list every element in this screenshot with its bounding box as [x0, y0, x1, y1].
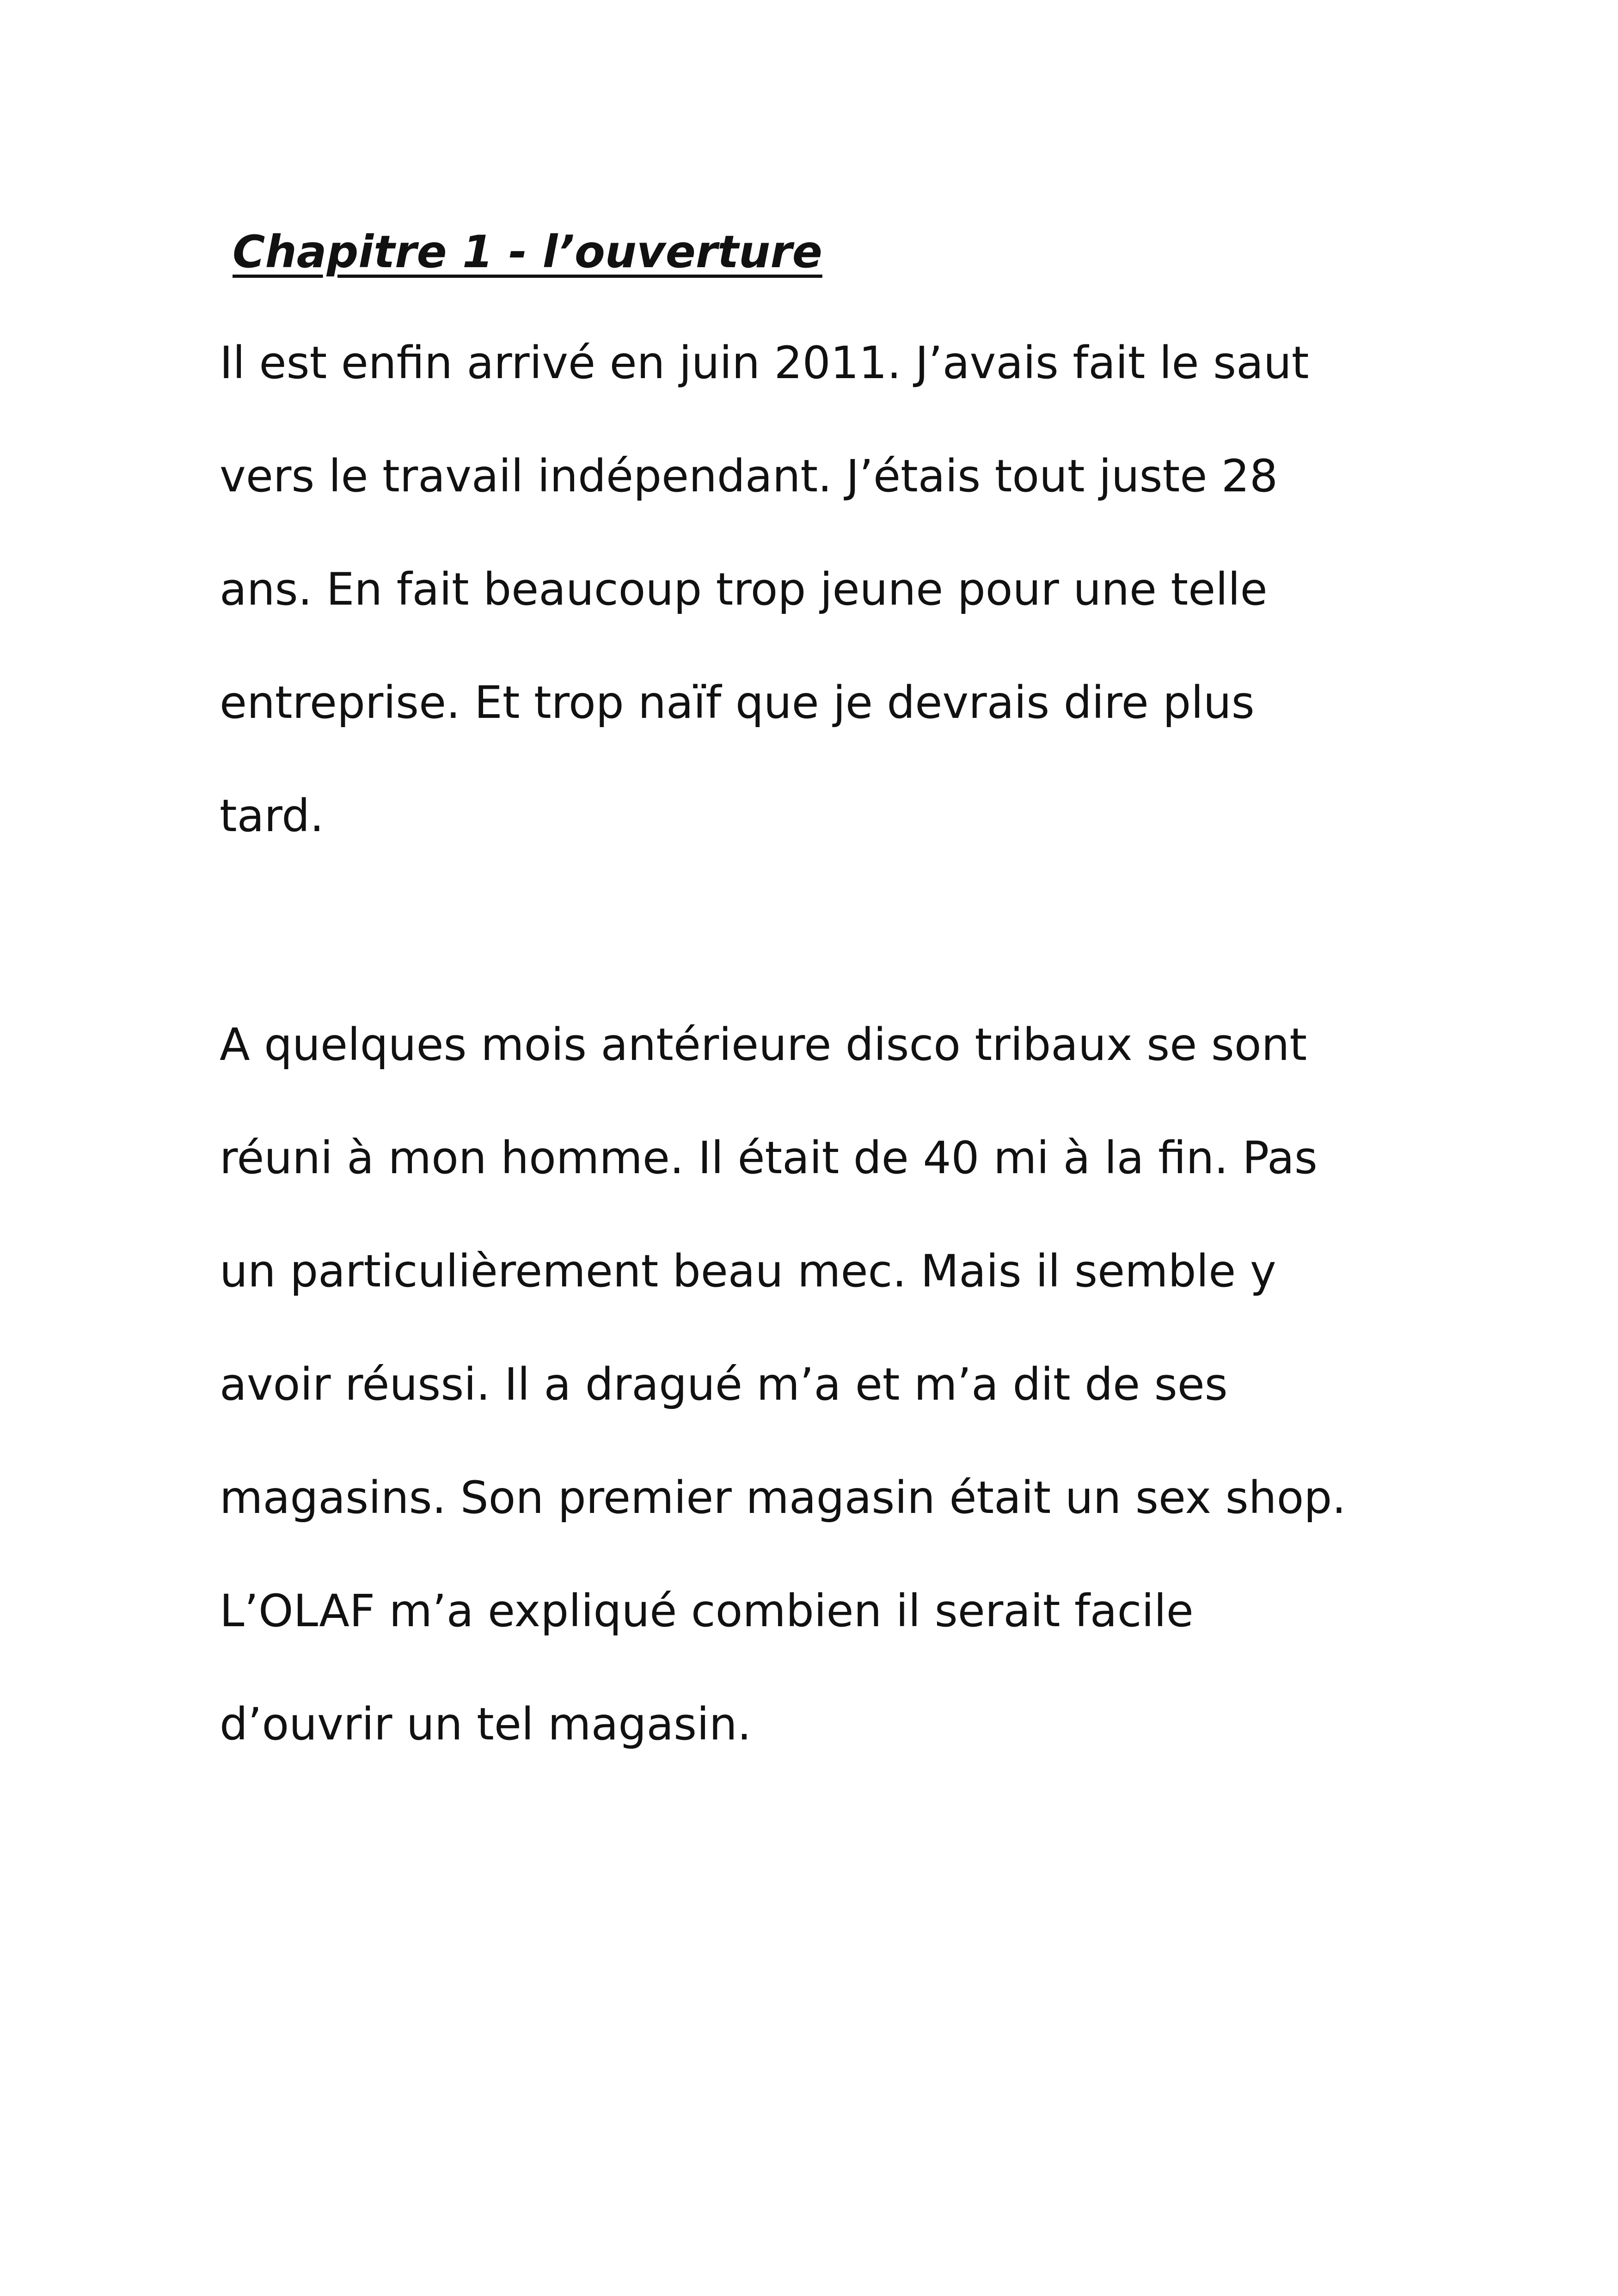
- paragraph-2: [220, 1010, 1346, 1803]
- paragraph-line: L’OLAF m’a expliqué combien il serait facile: [220, 1585, 1194, 1637]
- paragraph-line: réuni à mon homme. Il était de 40 mi à la fin. Pas: [220, 1132, 1318, 1184]
- paragraph-line: un particulièrement beau mec. Mais il semble y: [220, 1245, 1276, 1297]
- paragraph-line: avoir réussi. Il a dragué m’a et m’a dit de ses: [220, 1359, 1228, 1410]
- paragraph-line: Il est enfin arrivé en juin 2011. J’avais fait le saut: [220, 337, 1309, 389]
- paragraph-1: [220, 328, 1309, 894]
- paragraph-line: d’ouvrir un tel magasin.: [220, 1698, 752, 1750]
- chapter-title: Chapitre 1 - l’ouverture: [233, 226, 822, 278]
- paragraph-line: entreprise. Et trop naïf que je devrais dire plus: [220, 677, 1255, 729]
- paragraph-line: A quelques mois antérieure disco tribaux se sont: [220, 1019, 1307, 1071]
- paragraph-line: vers le travail indépendant. J’étais tout juste 28: [220, 450, 1278, 502]
- paragraph-line: ans. En fait beaucoup trop jeune pour une telle: [220, 563, 1268, 615]
- paragraph-line: tard.: [220, 790, 324, 842]
- paragraph-line: magasins. Son premier magasin était un sex shop.: [220, 1472, 1346, 1524]
